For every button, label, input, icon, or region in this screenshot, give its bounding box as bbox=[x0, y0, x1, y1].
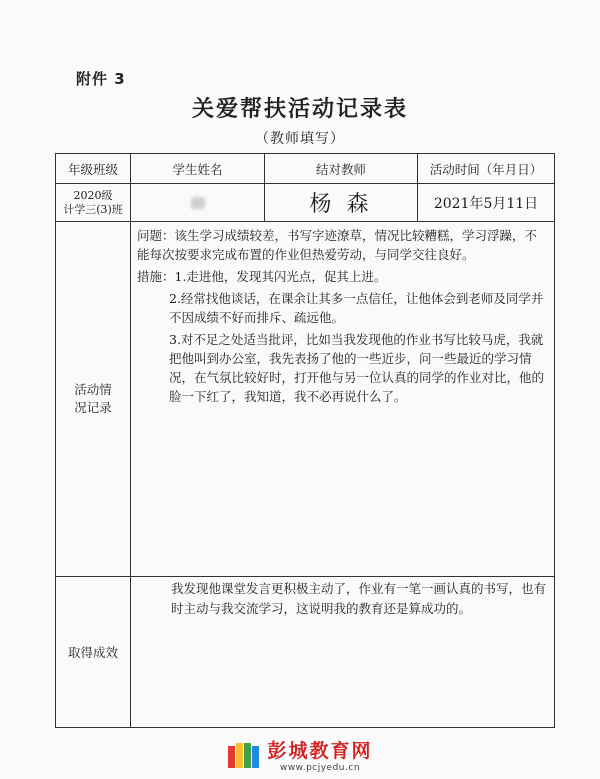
teacher-name-value: 杨 森 bbox=[265, 184, 418, 221]
student-name-value bbox=[131, 184, 265, 221]
record-table bbox=[55, 153, 555, 728]
activity-measure-1: 措施：1.走进他，发现其闪光点，促其上进。 bbox=[137, 269, 387, 284]
form-subtitle: （教师填写） bbox=[255, 131, 345, 147]
brand-name: 彭城教育网 bbox=[267, 740, 373, 762]
result-content: 我发现他课堂发言更积极主动了，作业有一笔一画认真的书写，也有时主动与我交流学习，这说明我的教育还是算成功的。 bbox=[171, 581, 547, 616]
column-header-student: 学生姓名 bbox=[131, 154, 265, 183]
activity-measure-3: 3.对不足之处适当批评，比如当我发现他的作业书写比较马虎，我就把他叫到办公室，我先表扬了他的一些近步，问一些最近的学习情况，在气氛比较好时，打开他与另一位认真的同学的作业对比，他的脸一下红了，我知道，我不必再说什么了。 bbox=[169, 332, 545, 404]
column-header-teacher: 结对教师 bbox=[265, 154, 418, 183]
site-footer bbox=[0, 736, 600, 773]
activity-date-value: 2021年5月11日 bbox=[433, 195, 539, 212]
activity-record-content bbox=[131, 222, 554, 576]
form-title: 关爱帮扶活动记录表 bbox=[191, 97, 408, 122]
table-row bbox=[56, 184, 554, 222]
activity-record-label: 活动情况记录 bbox=[56, 222, 131, 576]
book-logo-icon bbox=[227, 740, 261, 770]
activity-record-row bbox=[56, 222, 554, 577]
activity-problem: 问题：该生学习成绩较差，书写字迹潦草，情况比较糟糕，学习浮躁，不能每次按要求完成布置的作业但热爱劳动，与同学交往良好。 bbox=[137, 228, 538, 262]
column-header-date: 活动时间（年月日） bbox=[429, 161, 543, 177]
result-row bbox=[56, 577, 554, 727]
brand-url: www.pcjyedu.cn bbox=[279, 763, 361, 773]
column-header-grade: 年级班级 bbox=[56, 154, 131, 183]
attachment-label: 附件 3 bbox=[76, 70, 126, 88]
result-label: 取得成效 bbox=[56, 577, 131, 727]
table-header-row bbox=[56, 154, 554, 184]
redacted-name bbox=[191, 197, 205, 209]
grade-class-value: 2020级 计学三(3)班 bbox=[56, 184, 131, 221]
activity-measure-2: 2.经常找他谈话，在课余让其多一点信任，让他体会到老师及同学并不因成绩不好而排斥、疏远他。 bbox=[169, 291, 544, 325]
